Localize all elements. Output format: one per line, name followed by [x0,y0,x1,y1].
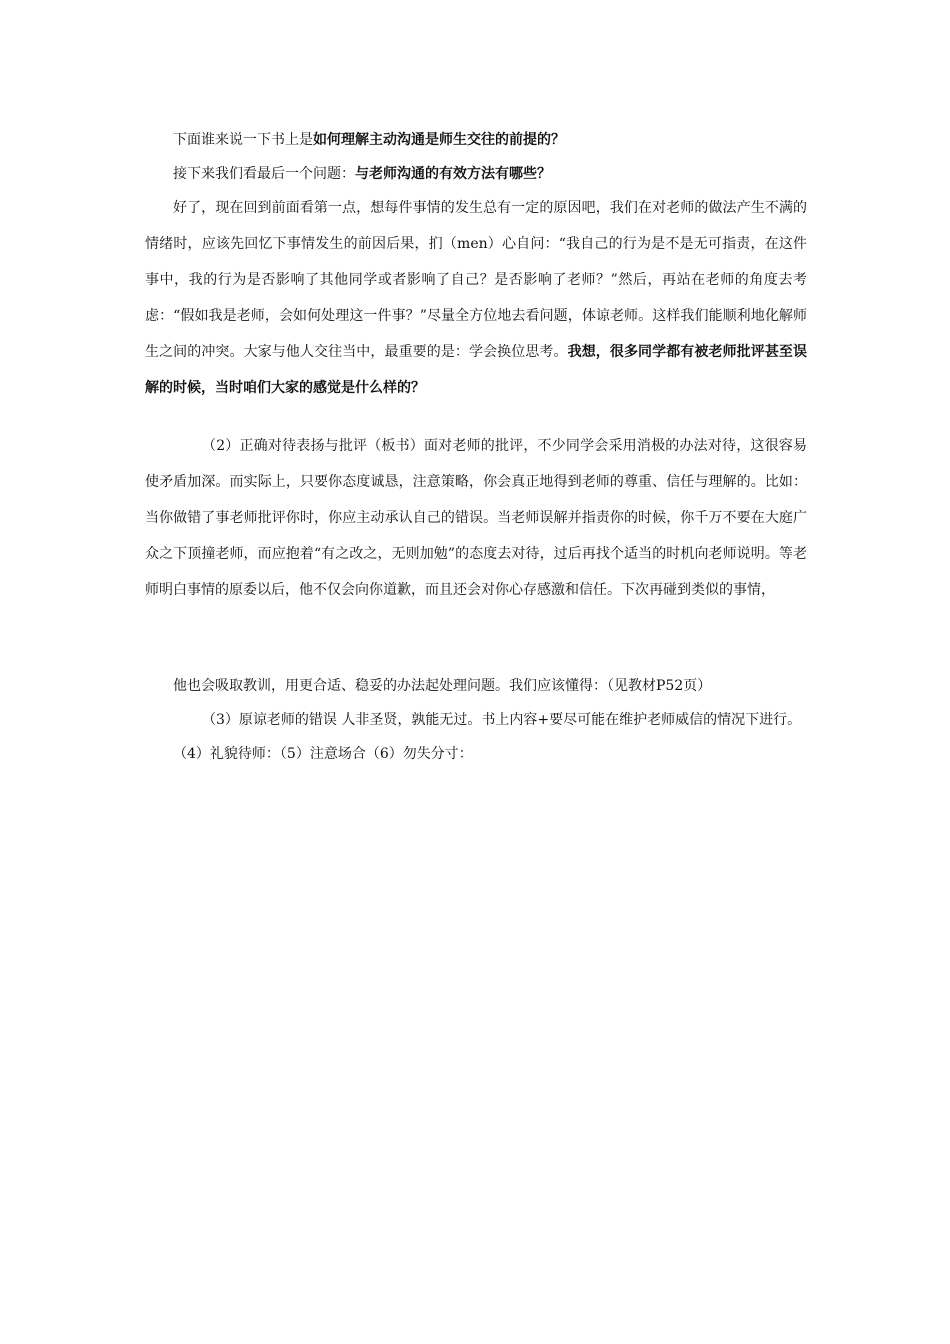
paragraph-6: （3）原谅老师的错误 人非圣贤，孰能无过。书上内容+要尽可能在维护老师威信的情况下进行。 [202,712,802,728]
paragraph-7: （4）礼貌待师：（5）注意场合（6）勿失分寸： [173,746,473,762]
paragraph-5: 他也会吸取教训，用更合适、稳妥的办法起处理问题。我们应该懂得：（见教材P52页） [173,678,712,694]
paragraph-4: （2）正确对待表扬与批评（板书）面对老师的批评，不少同学会采用消极的办法对待，这很容易使矛盾加深。而实际上，只要你态度诚恳，注意策略，你会真正地得到老师的尊重、信任与理解的。比如：当你做错了事老师批评你时，你应主动承认自己的错误。当老师误解并指责你的时候，你千万不要在大庭广众之下顶撞老师，而应抱着“有之改之，无则加勉”的态度去对待，过后再找个适当的时机向老师说明。等老师明白事情的原委以后，他不仅会向你道歉，而且还会对你心存感激和信任。下次再碰到类似的事情， [145,438,807,598]
paragraph-3-text: 好了，现在回到前面看第一点，想每件事情的发生总有一定的原因吧，我们在对老师的做法产生不满的情绪时，应该先回忆下事情发生的前因后果，扪（men）心自问：“我自己的行为是不是无可指责，在这件事中，我的行为是否影响了其他同学或者影响了自己？是否影响了老师？”然后，再站在老师的角度去考虑：“假如我是老师，会如何处理这一件事？”尽量全方位地去看问题，体谅老师。这样我们能顺利地化解师生之间的冲突。大家与他人交往当中，最重要的是：学会换位思考。 [145,200,807,360]
paragraph-3-question: 我想，很多同学都有被老师批评甚至误解的时候，当时咱们大家的感觉是什么样的？ [145,344,807,396]
paragraph-2-question: 与老师沟通的有效方法有哪些？ [355,166,551,182]
paragraph-2 [145,156,807,192]
paragraph-1 [145,122,807,158]
paragraph-1-text: 下面谁来说一下书上是 [173,132,313,148]
paragraph-2-text: 接下来我们看最后一个问题： [173,166,355,182]
paragraph-3 [145,190,807,406]
paragraph-1-question: 如何理解主动沟通是师生交往的前提的？ [313,132,565,148]
